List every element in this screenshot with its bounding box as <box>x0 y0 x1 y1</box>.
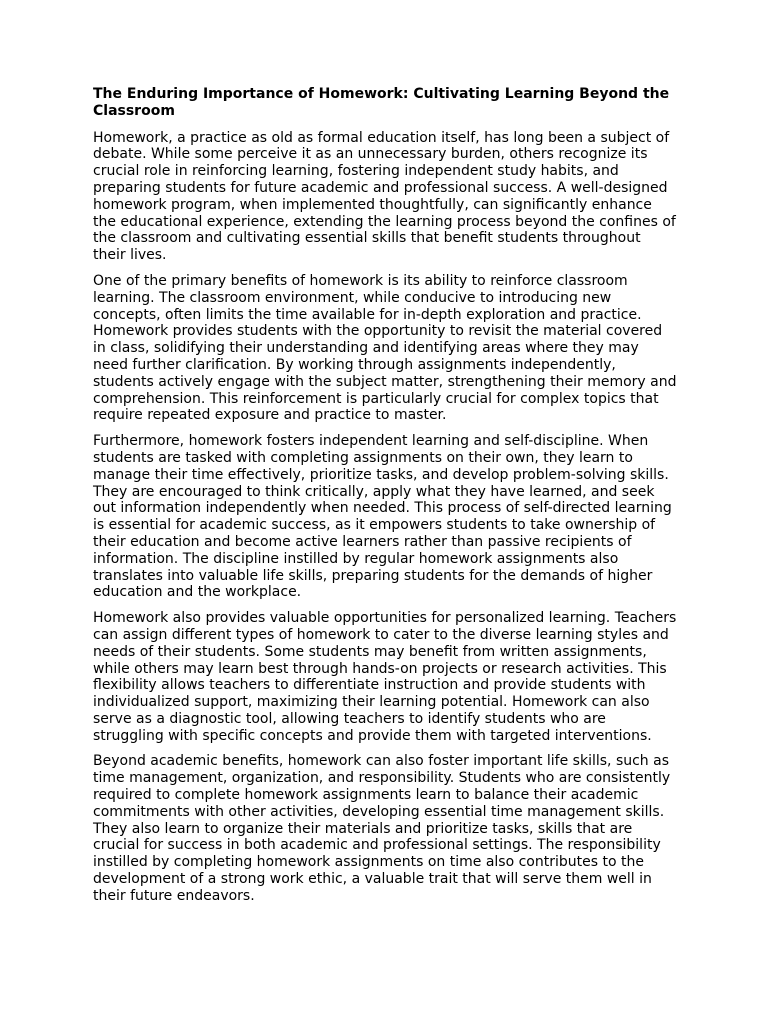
paragraph-4: Homework also provides valuable opportunities for personalized learning. Teachers can assign different types of homework to cater to the diverse learning styles and needs of their students. Some students may benefit from written assignments, while others may learn best through hands-on projects or research activities. This flexibility allows teachers to differentiate instruction and provide students with individualized support, maximizing their learning potential. Homework can also serve as a diagnostic tool, allowing teachers to identify students who are struggling with specific concepts and provide them with targeted interventions. <box>93 610 677 744</box>
paragraph-1: Homework, a practice as old as formal education itself, has long been a subject of debate. While some perceive it as an unnecessary burden, others recognize its crucial role in reinforcing learning, fostering independent study habits, and preparing students for future academic and professional success. A well-designed homework program, when implemented thoughtfully, can significantly enhance the educational experience, extending the learning process beyond the confines of the classroom and cultivating essential skills that benefit students throughout their lives. <box>93 129 676 264</box>
paragraph-2: One of the primary benefits of homework is its ability to reinforce classroom learning. The classroom environment, while conducive to introducing new concepts, often limits the time available for in-depth exploration and practice. Homework provides students with the opportunity to revisit the material covered in class, solidifying their understanding and identifying areas where they may need further clarification. By working through assignments independently, students actively engage with the subject matter, strengthening their memory and comprehension. This reinforcement is particularly crucial for complex topics that require repeated exposure and practice to master. <box>93 272 677 424</box>
paragraph-5: Beyond academic benefits, homework can also foster important life skills, such as time management, organization, and responsibility. Students who are consistently required to complete homework assignments learn to balance their academic commitments with other activities, developing essential time management skills. They also learn to organize their materials and prioritize tasks, skills that are crucial for success in both academic and professional settings. The responsibility instilled by completing homework assignments on time also contributes to the development of a strong work ethic, a valuable trait that will serve them well in their future endeavors. <box>93 753 671 904</box>
paragraph-3: Furthermore, homework fosters independent learning and self-discipline. When students are tasked with completing assignments on their own, they learn to manage their time effectively, prioritize tasks, and develop problem-solving skills. They are encouraged to think critically, apply what they have learned, and seek out information independently when needed. This process of self-directed learning is essential for academic success, as it empowers students to take ownership of their education and become active learners rather than passive recipients of information. The discipline instilled by regular homework assignments also translates into valuable life skills, preparing students for the demands of higher education and the workplace. <box>93 433 672 601</box>
document-title: The Enduring Importance of Homework: Cultivating Learning Beyond the Classroom <box>93 86 670 119</box>
document-page <box>93 86 677 914</box>
